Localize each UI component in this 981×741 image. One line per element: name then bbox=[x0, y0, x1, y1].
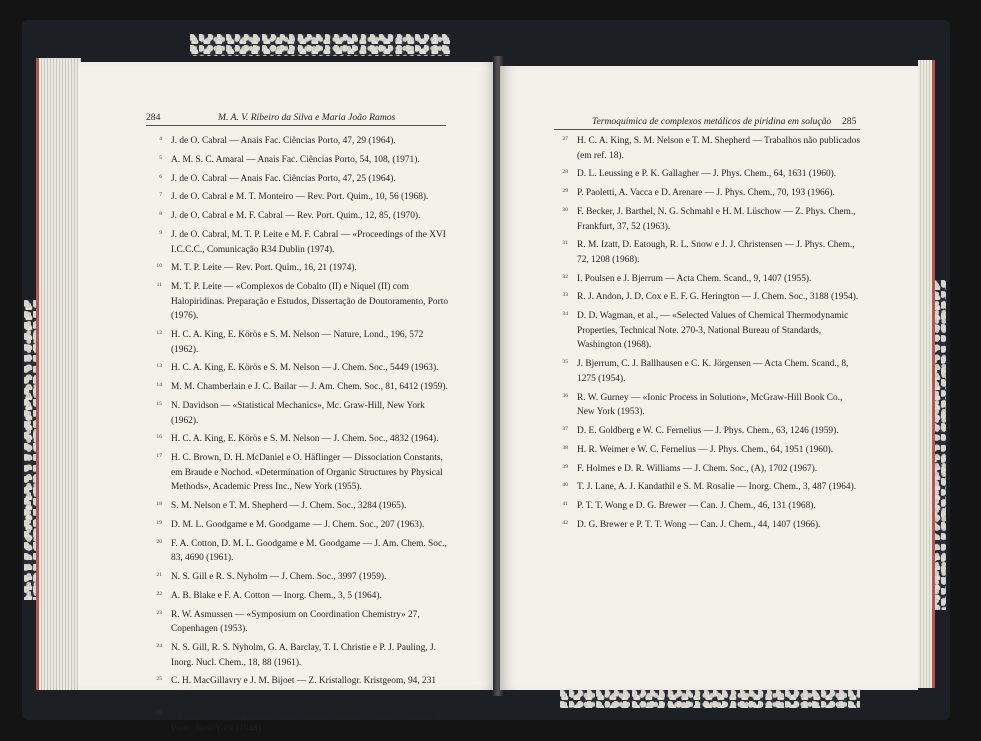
reference-text: H. C. A. King, E. Körös e S. M. Nelson — J. Chem. Soc., 5449 (1963). bbox=[171, 363, 439, 374]
reference-item bbox=[160, 172, 452, 187]
reference-item bbox=[156, 608, 452, 637]
reference-text: S. M. Nelson e T. M. Shepherd — J. Chem. Soc., 3284 (1965). bbox=[171, 501, 407, 512]
reference-number: 38 bbox=[562, 444, 568, 451]
reference-item bbox=[562, 272, 860, 287]
header-rule bbox=[554, 129, 860, 130]
reference-item bbox=[562, 391, 860, 420]
reference-text: A. B. Blake e F. A. Cotton — Inorg. Chem., 3, 5 (1964). bbox=[171, 590, 382, 601]
reference-item bbox=[156, 399, 452, 428]
reference-number: 20 bbox=[156, 538, 162, 545]
reference-number: 39 bbox=[562, 463, 568, 470]
running-head-text: Termoquímica de complexos metálicos de piridina em solução bbox=[592, 116, 832, 127]
reference-text: H. C. A. King, E. Körös e S. M. Nelson — J. Chem. Soc., 4832 (1964). bbox=[171, 434, 439, 445]
reference-item bbox=[156, 570, 452, 585]
reference-number: 27 bbox=[562, 136, 568, 142]
reference-text: M. T. P. Leite — «Complexos de Cobalto (II) e Níquel (II) com Halopiridinas. Preparação e Estudos, Dissertação de Doutoramento, Porto (1976). bbox=[171, 282, 449, 322]
reference-item bbox=[156, 518, 452, 533]
reference-text: J. de O. Cabral — Anais Fac. Ciências Porto, 47, 29 (1964). bbox=[171, 136, 396, 146]
reference-item bbox=[562, 309, 860, 353]
left-page bbox=[78, 62, 496, 735]
reference-number: 37 bbox=[562, 425, 568, 432]
marbled-edge-bottom bbox=[560, 690, 860, 708]
reference-number: 16 bbox=[156, 434, 162, 441]
reference-item bbox=[156, 280, 452, 324]
reference-number: 10 bbox=[156, 263, 162, 270]
reference-list bbox=[156, 134, 452, 741]
reference-item bbox=[562, 167, 860, 182]
reference-item bbox=[160, 228, 452, 257]
reference-item bbox=[562, 443, 860, 458]
reference-item bbox=[156, 432, 452, 447]
reference-item bbox=[562, 480, 860, 495]
reference-text: F. Holmes e D. R. Williams — J. Chem. Soc., (A), 1702 (1967). bbox=[577, 463, 818, 474]
reference-text: R. M. Izatt, D. Eatough, R. L. Snow e J. J. Christensen — J. Phys. Chem., 72, 1208 (1968). bbox=[577, 240, 855, 265]
reference-text: M. M. Chamberlain e J. C. Bailar — J. Am. Chem. Soc., 81, 6412 (1959). bbox=[171, 382, 448, 393]
reference-number: 30 bbox=[562, 206, 568, 213]
reference-item bbox=[156, 499, 452, 514]
reference-item bbox=[156, 674, 452, 703]
right-page bbox=[500, 66, 918, 690]
reference-item bbox=[562, 462, 860, 477]
reference-text: N. S. Gill, R. S. Nyholm, G. A. Barclay, T. I. Christie e P. J. Pauling, J. Inorg. Nucl. Chem., 18, 88 (1961). bbox=[171, 642, 436, 668]
reference-number: 23 bbox=[156, 609, 162, 616]
page-edges-left bbox=[36, 58, 81, 690]
reference-item bbox=[160, 153, 452, 168]
reference-number: 17 bbox=[156, 453, 162, 460]
reference-item bbox=[562, 205, 860, 234]
reference-item bbox=[160, 134, 452, 149]
reference-text: H. C. Brown, D. H. McDaniel e O. Häflinger — Dissociation Constants, em Braude e Nochod. «Determination of Organic Structures by Physical Methods», Academic Press Inc., New York (1955). bbox=[171, 453, 443, 493]
reference-item bbox=[156, 589, 452, 604]
reference-text: D. E. Goldberg e W. C. Fernelius — J. Phys. Chem., 63, 1246 (1959). bbox=[577, 425, 839, 436]
reference-item bbox=[562, 424, 860, 439]
reference-item bbox=[562, 499, 860, 514]
reference-number: 40 bbox=[562, 482, 568, 489]
reference-number: 28 bbox=[562, 169, 568, 176]
reference-item bbox=[160, 209, 452, 224]
reference-text: J. de O. Cabral — Anais Fac. Ciências Porto, 47, 25 (1964). bbox=[171, 173, 396, 184]
reference-text: H. R. Weimer e W. C. Fernelius — J. Phys. Chem., 64, 1951 (1960). bbox=[577, 444, 834, 455]
reference-number: 7 bbox=[159, 192, 162, 199]
reference-text: D. D. Wagman, et al., — «Selected Values of Chemical Thermodynamic Properties, Technical Note. 270-3, National Bureau of Standards, Washington (1968). bbox=[577, 311, 849, 351]
marbled-edge-top bbox=[190, 34, 450, 56]
reference-text: R. W. Gurney — «Ionic Process in Solution», McGraw-Hill Book Co., New York (1953). bbox=[577, 392, 843, 418]
reference-item bbox=[562, 186, 860, 201]
reference-text: P. T. T. Wong e D. G. Brewer — Can. J. Chem., 46, 131 (1968). bbox=[577, 501, 816, 512]
reference-item bbox=[156, 261, 452, 276]
reference-item bbox=[156, 451, 452, 495]
reference-number: 8 bbox=[159, 211, 162, 218]
reference-number: 32 bbox=[562, 273, 568, 280]
reference-item bbox=[562, 134, 860, 163]
reference-text: M. T. P. Leite — Rev. Port. Quim., 16, 21 (1974). bbox=[171, 263, 357, 274]
reference-item bbox=[156, 537, 452, 566]
reference-text: H. C. A. King, S. M. Nelson e T. M. Shepherd — Trabalhos não publicados (em ref. 18). bbox=[577, 136, 860, 161]
reference-number: 33 bbox=[562, 292, 568, 299]
page-number: 284 bbox=[146, 112, 161, 123]
reference-item bbox=[160, 190, 452, 205]
reference-text: J. de O. Cabral e M. T. Monteiro — Rev. Port. Quim., 10, 56 (1968). bbox=[171, 192, 429, 203]
reference-item bbox=[562, 238, 860, 267]
reference-number: 25 bbox=[156, 676, 162, 683]
reference-number: 4 bbox=[159, 136, 162, 142]
reference-text: J. Bjerrum, C. J. Ballhausen e C. K. Jörgensen — Acta Chem. Scand., 8, 1275 (1954). bbox=[577, 359, 849, 384]
reference-text: R. W. Asmussen — «Symposium on Coordination Chemistry» 27, Copenhagen (1953). bbox=[171, 609, 420, 635]
reference-text: F. Becker, J. Barthel, N. G. Schmahl e H. M. Lüschow — Z. Phys. Chem., Frankfurt, 37, 52 (1963). bbox=[577, 206, 856, 232]
reference-number: 12 bbox=[156, 330, 162, 337]
reference-text: L. Pauling — «The Nature of the Chemical Bond», Cornell University Press, New York (1948). bbox=[171, 709, 436, 735]
reference-text: D. L. Leussing e P. K. Gallagher — J. Phys. Chem., 64, 1631 (1960). bbox=[577, 169, 837, 180]
reference-number: 24 bbox=[156, 642, 162, 649]
reference-number: 11 bbox=[156, 282, 162, 289]
reference-number: 15 bbox=[156, 400, 162, 407]
reference-number: 9 bbox=[159, 229, 162, 236]
reference-number: 6 bbox=[159, 173, 162, 180]
reference-text: C. H. MacGillavry e J. M. Bijoet — Z. Kristallogr. Kristgeom, 94, 231 (1936). bbox=[171, 676, 437, 701]
reference-number: 26 bbox=[156, 709, 162, 716]
reference-text: R. J. Andon, J. D. Cox e E. F. G. Herington — J. Chem. Soc., 3188 (1954). bbox=[577, 292, 859, 303]
reference-text: I. Poulsen e J. Bjerrum — Acta Chem. Scand., 9, 1407 (1955). bbox=[577, 273, 812, 284]
reference-number: 31 bbox=[562, 240, 568, 247]
reference-item bbox=[562, 357, 860, 386]
reference-text: T. J. Lane, A. J. Kandathil e S. M. Rosalie — Inorg. Chem., 3, 487 (1964). bbox=[577, 482, 857, 493]
reference-item bbox=[156, 641, 452, 670]
reference-item bbox=[156, 328, 452, 357]
reference-text: N. S. Gill e R. S. Nyholm — J. Chem. Soc., 3997 (1959). bbox=[171, 572, 387, 583]
reference-number: 21 bbox=[156, 572, 162, 579]
running-head-text: M. A. V. Ribeiro da Silva e Maria João Ramos bbox=[218, 112, 396, 123]
reference-item bbox=[562, 518, 860, 533]
reference-item bbox=[156, 380, 452, 395]
page-number: 285 bbox=[842, 116, 857, 127]
reference-text: D. M. L. Goodgame e M. Goodgame — J. Chem. Soc., 207 (1963). bbox=[171, 519, 425, 530]
reference-number: 5 bbox=[159, 154, 162, 161]
reference-number: 29 bbox=[562, 188, 568, 195]
reference-text: D. G. Brewer e P. T. T. Wong — Can. J. Chem., 44, 1407 (1966). bbox=[577, 519, 821, 530]
reference-number: 41 bbox=[562, 501, 568, 508]
reference-list bbox=[562, 134, 860, 537]
reference-number: 14 bbox=[156, 382, 162, 389]
reference-text: H. C. A. King, E. Körös e S. M. Nelson — Nature, Lond., 196, 572 (1962). bbox=[171, 330, 424, 355]
reference-item bbox=[562, 290, 860, 305]
header-rule bbox=[146, 125, 446, 126]
reference-number: 18 bbox=[156, 501, 162, 508]
reference-number: 22 bbox=[156, 590, 162, 597]
reference-number: 34 bbox=[562, 311, 568, 318]
reference-number: 19 bbox=[156, 519, 162, 526]
reference-number: 35 bbox=[562, 359, 568, 366]
reference-text: F. A. Cotton, D. M. L. Goodgame e M. Goodgame — J. Am. Chem. Soc., 83, 4690 (1961). bbox=[171, 538, 447, 564]
reference-text: A. M. S. C. Amaral — Anais Fac. Ciências Porto, 54, 108, (1971). bbox=[171, 154, 420, 165]
reference-number: 42 bbox=[562, 519, 568, 526]
reference-text: J. de O. Cabral, M. T. P. Leite e M. F. Cabral — «Proceedings of the XVI I.C.C.C., Comunicação R34 Dublin (1974). bbox=[171, 229, 446, 255]
reference-item bbox=[156, 361, 452, 376]
reference-text: N. Davidson — «Statistical Mechanics», Mc. Graw-Hill, New York (1962). bbox=[171, 400, 425, 426]
page-edges-right bbox=[918, 60, 935, 688]
reference-text: J. de O. Cabral e M. F. Cabral — Rev. Port. Quim., 12, 85, (1970). bbox=[171, 211, 421, 222]
reference-number: 13 bbox=[156, 363, 162, 370]
reference-number: 36 bbox=[562, 392, 568, 399]
reference-text: P. Paoletti, A. Vacca e D. Arenare — J. Phys. Chem., 70, 193 (1966). bbox=[577, 188, 835, 199]
